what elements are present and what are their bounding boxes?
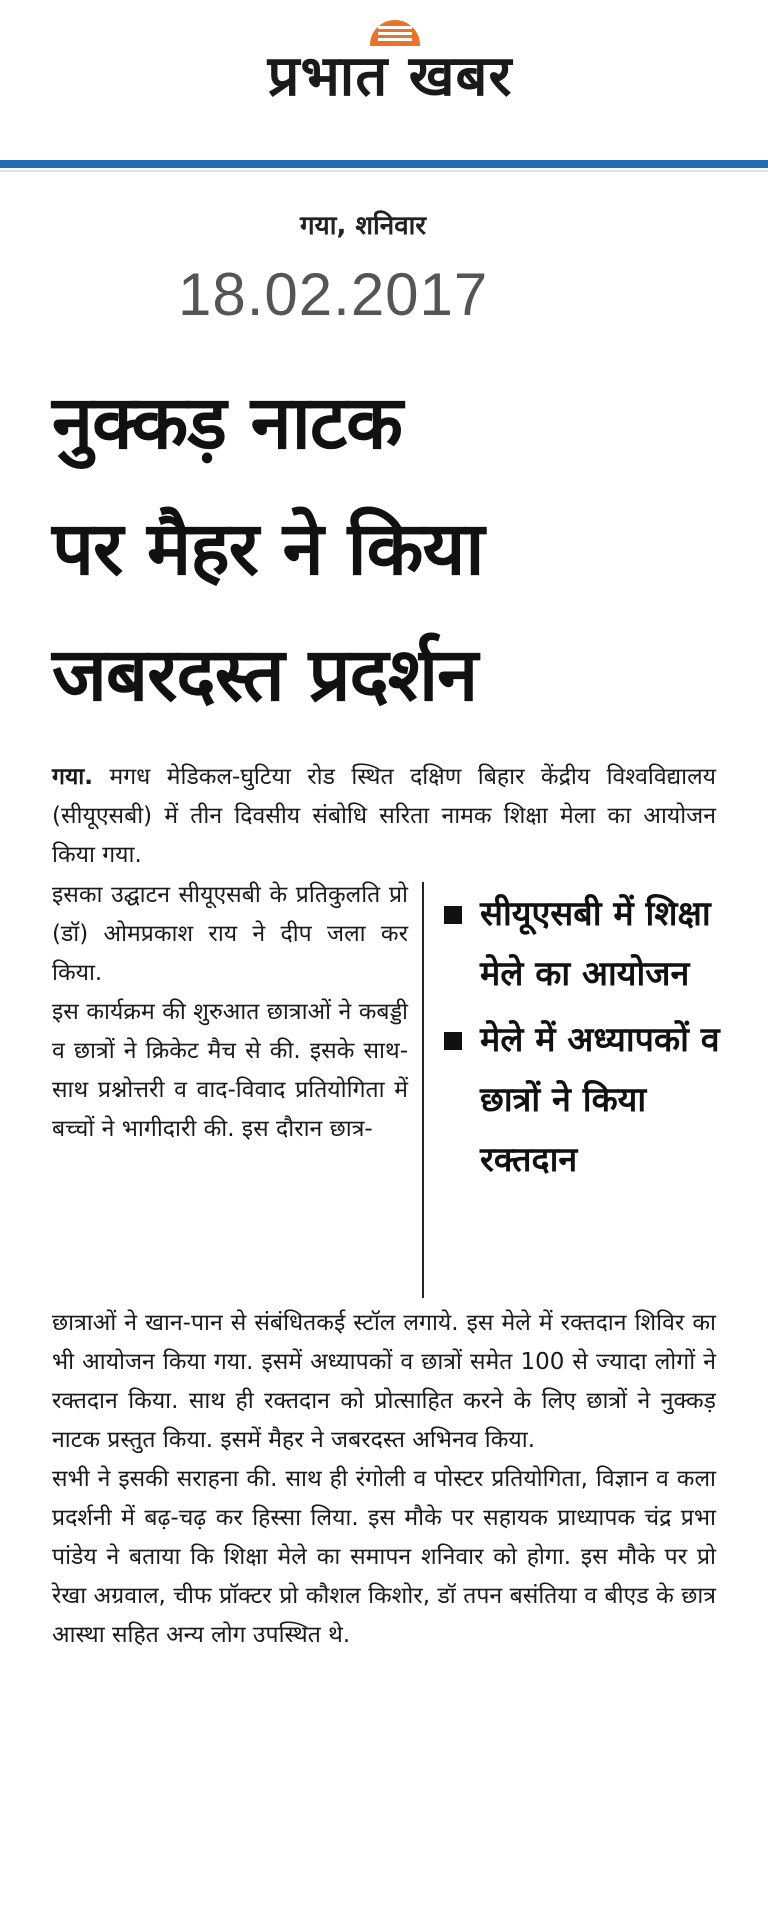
headline-line-2: पर मैहर ने किया	[52, 506, 484, 592]
highlight-text-2: मेले में अध्यापकों व छात्रों ने किया रक्तदान	[480, 1020, 720, 1180]
publication-date: 18.02.2017	[178, 261, 489, 328]
column-paragraph-2: इस कार्यक्रम की शुरुआत छात्राओं ने कबड्डी व छात्रों ने क्रिकेट मैच से की. इसके साथ-साथ प्रश्नोत्तरी व वाद-विवाद प्रतियोगिता में बच्चों ने भागीदारी की. इस दौरान छात्र-	[52, 999, 408, 1142]
article-lead	[52, 758, 716, 875]
square-bullet-icon	[444, 1032, 462, 1050]
lead-text: मगध मेडिकल-घुटिया रोड स्थित दक्षिण बिहार केंद्रीय विश्वविद्यालय (सीयूएसबी) में तीन दिवसीय संबोधि सरिता नामक शिक्षा मेला का आयोजन किया गया.	[52, 764, 717, 868]
headline-line-1: नुक्कड़ नाटक	[52, 380, 402, 466]
square-bullet-icon	[444, 906, 462, 924]
highlight-item-2	[440, 1010, 740, 1190]
continuation-paragraph-2: सभी ने इसकी सराहना की. साथ ही रंगोली व पोस्टर प्रतियोगिता, विज्ञान व कला प्रदर्शनी में बढ़-चढ़ कर हिस्सा लिया. इस मौके पर सहायक प्राध्यापक चंद्र प्रभा पांडेय ने बताया कि शिक्षा मेले का समापन शनिवार को होगा. इस मौके पर प्रो रेखा अग्रवाल, चीफ प्रॉक्टर प्रो कौशल किशोर, डॉ तपन बसंतिया व बीएड के छात्र आस्था सहित अन्य लोग उपस्थित थे.	[52, 1466, 716, 1648]
masthead	[0, 0, 768, 160]
highlight-text-1: सीयूएसबी में शिक्षा मेले का आयोजन	[480, 894, 711, 994]
column-divider	[422, 882, 424, 1298]
highlights-box	[440, 884, 740, 1196]
headline-line-3: जबरदस्त प्रदर्शन	[52, 632, 478, 718]
column-paragraph-1: इसका उद्घाटन सीयूएसबी के प्रतिकुलति प्रो (डॉ) ओमप्रकाश राय ने दीप जला कर किया.	[52, 882, 408, 986]
article-headline	[52, 360, 732, 738]
article-continuation	[52, 1304, 716, 1655]
article-column	[52, 876, 408, 1149]
newspaper-logo: प्रभात खबर	[267, 44, 513, 109]
place-tag: गया.	[52, 764, 93, 790]
header-divider	[0, 160, 768, 168]
continuation-paragraph-1: छात्राओं ने खान-पान से संबंधितकई स्टॉल लगाये. इस मेले में रक्तदान शिविर का भी आयोजन किया गया. इसमें अध्यापकों व छात्रों समेत 100 से ज्यादा लोगों ने रक्तदान किया. साथ ही रक्तदान को प्रोत्साहित करने के लिए छात्रों ने नुक्कड़ नाटक प्रस्तुत किया. इसमें मैहर ने जबरदस्त अभिनव किया.	[52, 1310, 716, 1453]
highlight-item-1	[440, 884, 740, 1004]
dateline: गया, शनिवार	[300, 211, 427, 241]
